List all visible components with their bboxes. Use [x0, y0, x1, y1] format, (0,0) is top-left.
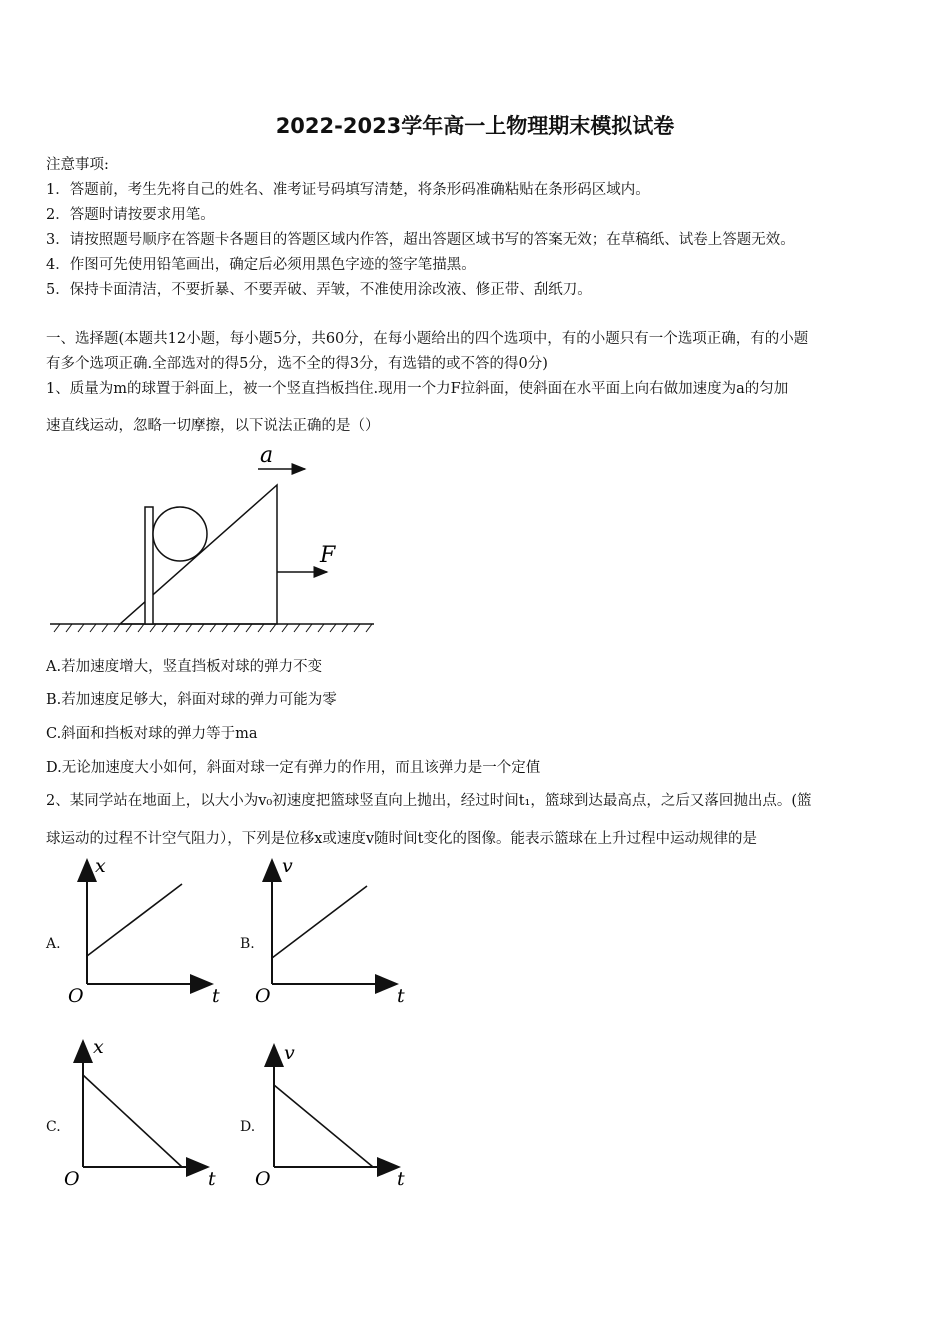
notice-item: 5．保持卡面清洁，不要折暴、不要弄破、弄皱，不准使用涂改液、修正带、刮纸刀。	[46, 282, 592, 298]
section-heading: 一、选择题(本题共12小题，每小题5分，共60分，在每小题给出的四个选项中，有的小题只有一个选项正确，有的小题	[46, 331, 809, 347]
notice-item: 4．作图可先使用铅笔画出，确定后必须用黑色字迹的签字笔描黑。	[46, 257, 476, 273]
graph-b-x-label: t	[397, 985, 405, 1007]
graph-c-x-label: t	[208, 1168, 216, 1190]
graph-a-label: A.	[46, 936, 61, 952]
graph-c-origin: O	[64, 1168, 80, 1190]
graph-c	[58, 1035, 228, 1195]
graph-d-origin: O	[255, 1168, 271, 1190]
graph-a-origin: O	[68, 985, 84, 1007]
notice-heading: 注意事项:	[46, 157, 109, 173]
section-heading-cont: 有多个选项正确.全部选对的得5分，选不全的得3分，有选错的或不答的得0分)	[46, 356, 548, 372]
graph-d-y-label: v	[284, 1042, 295, 1064]
question-2-stem: 2、某同学站在地面上，以大小为v₀初速度把篮球竖直向上抛出，经过时间t₁，篮球到达最高点，之后又落回抛出点。(篮	[46, 793, 812, 809]
option-d: D.无论加速度大小如何，斜面对球一定有弹力的作用，而且该弹力是一个定值	[46, 760, 541, 776]
force-label: F	[320, 543, 336, 568]
graph-c-y-label: x	[93, 1036, 104, 1058]
option-a: A.若加速度增大，竖直挡板对球的弹力不变	[46, 659, 323, 675]
notice-item: 1．答题前，考生先将自己的姓名、准考证号码填写清楚，将条形码准确粘贴在条形码区域内。	[46, 182, 650, 198]
question-1-stem-cont: 速直线运动，忽略一切摩擦，以下说法正确的是（）	[46, 418, 380, 434]
page-title: 2022-2023学年高一上物理期末模拟试卷	[275, 114, 675, 138]
vertical-board	[145, 507, 153, 624]
graph-c-label: C.	[46, 1119, 61, 1135]
graph-b	[247, 852, 417, 1012]
graph-a-line	[87, 884, 182, 956]
graph-d-label: D.	[240, 1119, 256, 1135]
graph-a	[62, 852, 232, 1012]
option-b: B.若加速度足够大，斜面对球的弹力可能为零	[46, 692, 337, 708]
graph-d	[249, 1035, 419, 1195]
graph-b-origin: O	[255, 985, 271, 1007]
ball	[153, 507, 207, 561]
option-c: C.斜面和挡板对球的弹力等于ma	[46, 726, 258, 742]
notice-item: 3．请按照题号顺序在答题卡各题目的答题区域内作答，超出答题区域书写的答案无效；在草稿纸、试卷上答题无效。	[46, 232, 795, 248]
question-1-stem: 1、质量为m的球置于斜面上，被一个竖直挡板挡住.现用一个力F拉斜面，使斜面在水平面上向右做加速度为a的匀加	[46, 381, 789, 397]
graph-a-x-label: t	[212, 985, 220, 1007]
ground	[50, 624, 374, 632]
notice-item: 2．答题时请按要求用笔。	[46, 207, 215, 223]
graph-d-line	[274, 1085, 373, 1167]
graph-b-line	[272, 886, 367, 958]
question-2-stem-cont: 球运动的过程不计空气阻力），下列是位移x或速度v随时间t变化的图像。能表示篮球在上升过程中运动规律的是	[46, 831, 757, 847]
graph-b-label: B.	[240, 936, 255, 952]
acceleration-label: a	[260, 443, 274, 468]
incline-figure	[40, 440, 400, 640]
graph-c-line	[83, 1075, 182, 1167]
graph-b-y-label: v	[282, 855, 293, 877]
graph-d-x-label: t	[397, 1168, 405, 1190]
graph-a-y-label: x	[95, 855, 106, 877]
